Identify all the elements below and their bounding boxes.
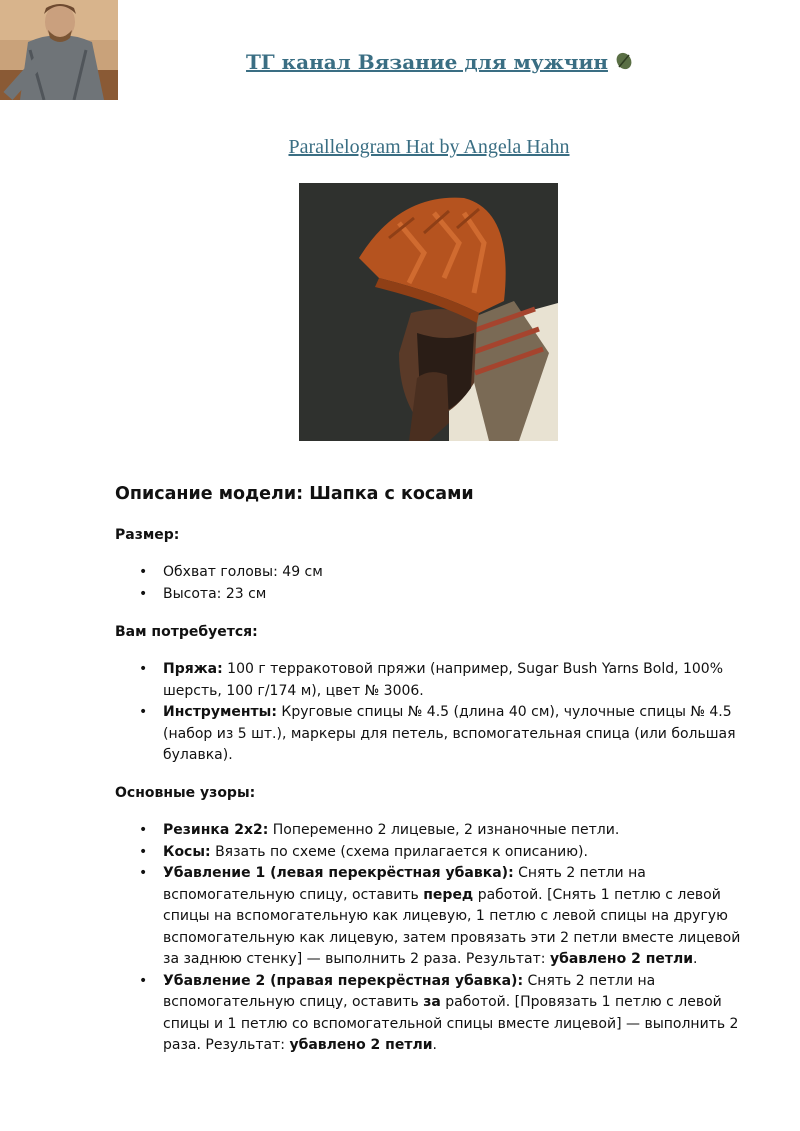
list-item-decrease-1 [115,863,755,971]
materials-list [115,659,755,767]
yarn-text: 100 г терракотовой пряжи (например, Sugar Bush Yarns Bold, 100% шерсть, 100 г/174 м), цвет № 3006. [163,661,724,699]
dec1-label: Убавление 1 (левая перекрёстная убавка): [163,865,514,881]
list-item-decrease-2 [115,971,755,1057]
channel-title: ТГ канал Вязание для мужчин [246,50,608,74]
dec1-result: убавлено 2 петли [549,951,694,967]
dec1-text: работой. [Снять 1 петлю с левой спицы на вспомогательную как лицевую, 1 петлю с левой спицы на другую вспомогательную как лицевую, затем провязать эти 2 петли вместе лицевой за заднюю стенку] — выполнить 2 раза. Результат: [163,886,741,967]
dec1-end: . [693,951,698,967]
size-list [115,562,755,605]
dec1-emphasis: перед [423,886,474,903]
cables-label: Косы: [163,843,211,860]
tools-text: Круговые спицы № 4.5 (длина 40 см), чулочные спицы № 4.5 (набор из 5 шт.), маркеры для петель, вспомогательная спица (или большая булавка). [163,704,736,763]
list-item-cables [115,842,755,864]
rib-text: Попеременно 2 лицевые, 2 изнаночные петли. [268,822,620,838]
dec2-label: Убавление 2 (правая перекрёстная убавка): [163,972,524,989]
list-item-tools [115,702,755,767]
tools-label: Инструменты: [163,704,277,720]
rib-label: Резинка 2x2: [163,822,269,838]
list-item: • Высота: 23 см [115,584,755,606]
materials-title: Вам потребуется: [115,624,258,640]
list-item-yarn [115,659,755,702]
dec2-end: . [432,1037,437,1053]
size-title: Размер: [115,527,180,543]
pattern-source-link[interactable]: Parallelogram Hat by Angela Hahn [288,136,570,158]
list-item: • Обхват головы: 49 см [115,562,755,584]
dec1-text: Снять 2 петли на вспомогательную спицу, оставить [163,865,646,903]
hat-photo [299,183,558,441]
channel-link[interactable] [0,50,800,76]
yarn-label: Пряжа: [163,661,223,677]
dec2-text: Снять 2 петли на вспомогательную спицу, оставить [163,972,656,1010]
dec2-result: убавлено 2 петли [289,1037,433,1053]
cables-text: Вязать по схеме (схема прилагается к описанию). [210,843,588,860]
patterns-list [115,820,755,1057]
dec2-text: работой. [Провязать 1 петлю с левой спицы и 1 петлю со вспомогательной спицы вместе лицевой] — выполнить 2 раза. Результат: [163,994,739,1053]
leaf-icon [614,51,634,76]
model-heading: Описание модели: Шапка с косами [115,484,474,504]
dec2-emphasis: за [423,994,441,1010]
list-item-rib [115,820,755,842]
patterns-title: Основные узоры: [115,785,256,801]
